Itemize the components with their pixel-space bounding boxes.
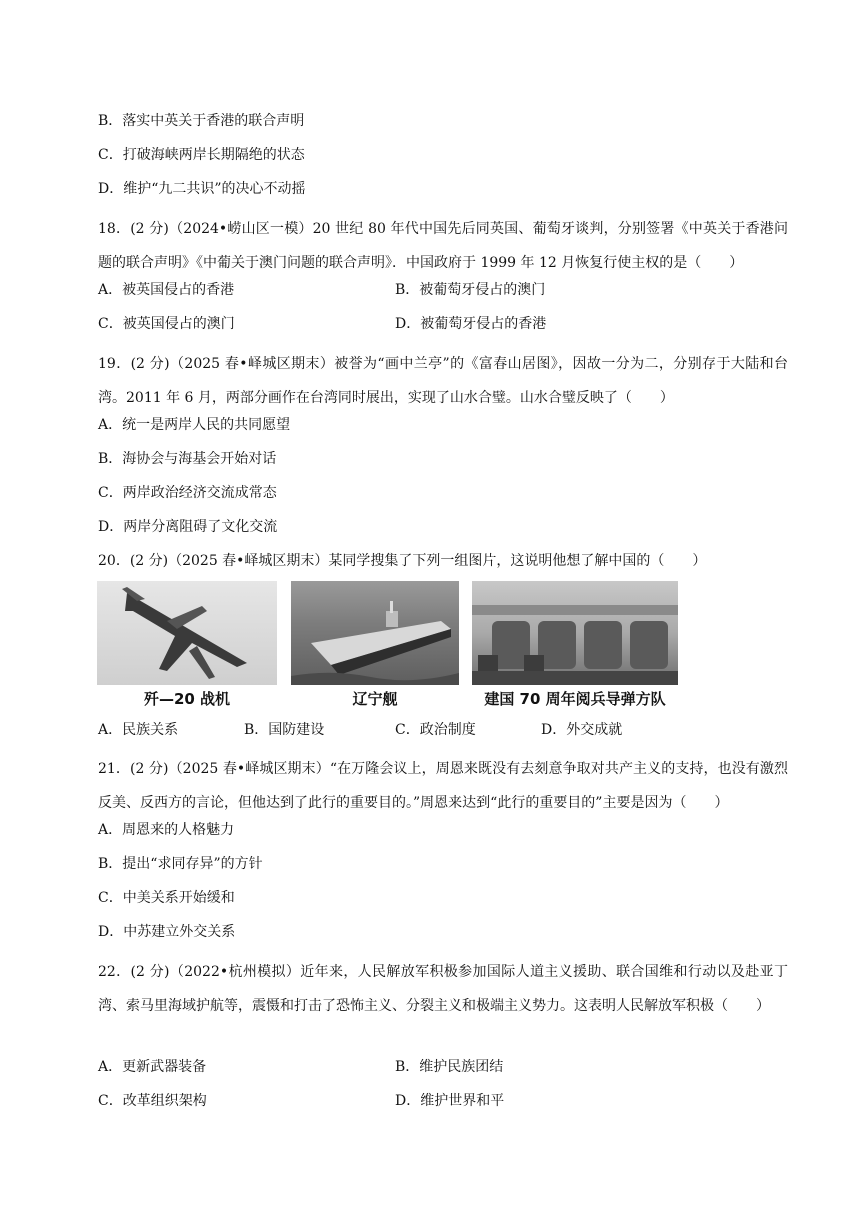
q20-option-a: A．民族关系: [98, 722, 179, 738]
q21-option-d: D．中苏建立外交关系: [98, 924, 236, 940]
q21-option-a: A．周恩来的人格魅力: [98, 822, 235, 838]
missile-parade-photo: [472, 581, 678, 685]
missile-parade-caption: 建国 70 周年阅兵导弹方队: [484, 690, 666, 708]
aircraft-carrier-caption: 辽宁舰: [352, 690, 398, 708]
q22-option-c: C．改革组织架构: [98, 1093, 207, 1109]
q21-option-b: B．提出“求同存异”的方针: [98, 856, 263, 872]
q19-option-b: B．海协会与海基会开始对话: [98, 451, 277, 467]
q18-option-c: C．被英国侵占的澳门: [98, 316, 235, 332]
q21-option-c: C．中美关系开始缓和: [98, 890, 235, 906]
q22-option-d: D．维护世界和平: [395, 1093, 505, 1109]
q17-option-b: B．落实中英关于香港的联合声明: [98, 113, 305, 129]
q21-stem: 21．(2 分)（2025 春•峄城区期末）“在万隆会议上，周恩来既没有去刻意争取对共产主义的支持，也没有激烈反美、反西方的言论，但他达到了此行的重要目的。”周恩来达到“此行的重要目的”主要是因为（ ）: [98, 761, 788, 811]
q19-option-c: C．两岸政治经济交流成常态: [98, 485, 277, 501]
aircraft-carrier-photo: [291, 581, 459, 685]
fighter-jet-caption: 歼—20 战机: [143, 690, 231, 708]
q20-option-b: B．国防建设: [244, 722, 325, 738]
q19-stem: 19．(2 分)（2025 春•峄城区期末）被誉为“画中兰亭”的《富春山居图》，因故一分为二，分别存于大陆和台湾。2011 年 6 月，两部分画作在台湾同时展出，实现了山水合璧。山水合璧反映了（ ）: [98, 356, 788, 406]
q22-option-a: A．更新武器装备: [98, 1059, 207, 1075]
q20-option-c: C．政治制度: [395, 722, 476, 738]
missile-parade-icon: [472, 581, 678, 685]
q18-option-d: D．被葡萄牙侵占的香港: [395, 316, 547, 332]
fighter-jet-icon: [97, 581, 277, 685]
q17-option-c: C．打破海峡两岸长期隔绝的状态: [98, 147, 305, 163]
q18-option-a: A．被英国侵占的香港: [98, 282, 235, 298]
q20-option-d: D．外交成就: [541, 722, 623, 738]
q18-stem: 18．(2 分)（2024•崂山区一模）20 世纪 80 年代中国先后同英国、葡萄牙谈判，分别签署《中英关于香港问题的联合声明》《中葡关于澳门问题的联合声明》．中国政府于 1999 年 12 月恢复行使主权的是（ ）: [98, 221, 788, 271]
q22-stem: 22．(2 分)（2022•杭州模拟）近年来，人民解放军积极参加国际人道主义援助、联合国维和行动以及赴亚丁湾、索马里海域护航等，震慑和打击了恐怖主义、分裂主义和极端主义势力。这表明人民解放军积极（ ）: [98, 964, 788, 1014]
q18-option-b: B．被葡萄牙侵占的澳门: [395, 282, 546, 298]
q19-option-d: D．两岸分离阻碍了文化交流: [98, 519, 278, 535]
q19-option-a: A．统一是两岸人民的共同愿望: [98, 417, 291, 433]
q22-option-b: B．维护民族团结: [395, 1059, 504, 1075]
fighter-jet-photo: [97, 581, 277, 685]
q20-stem: 20．(2 分)（2025 春•峄城区期末）某同学搜集了下列一组图片，这说明他想了解中国的（ ）: [98, 553, 707, 569]
q17-option-d: D．维护“九二共识”的决心不动摇: [98, 181, 306, 197]
aircraft-carrier-icon: [291, 581, 459, 685]
